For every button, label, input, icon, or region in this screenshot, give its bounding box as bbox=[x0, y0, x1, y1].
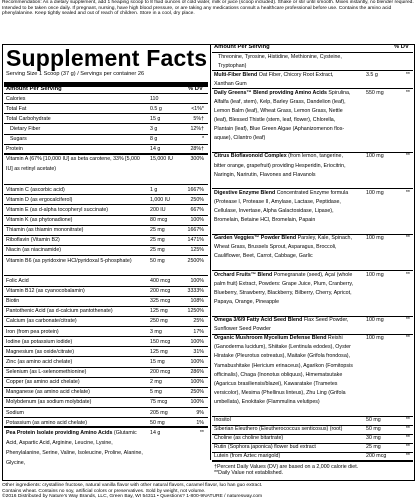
nutrient-amount: 125 mg bbox=[150, 308, 168, 315]
nutrient-dv: * bbox=[201, 136, 204, 143]
blend-name: Pea Protein Isolate providing Amino Acids bbox=[6, 429, 113, 436]
nutrient-dv: 286% bbox=[190, 369, 204, 376]
nutrient-dv: <1%* bbox=[191, 105, 204, 112]
section-divider bbox=[212, 460, 413, 462]
nutrient-name: Vitamin K (as phytonadione) bbox=[6, 217, 73, 224]
nutrient-amount: 550 mg bbox=[366, 89, 384, 96]
nutrient-dv: 100% bbox=[190, 338, 204, 345]
nutrient-amount: 50 mg bbox=[366, 417, 381, 424]
nutrient-dv: ** bbox=[405, 317, 410, 324]
nutrient-amount: 200 mcg bbox=[366, 453, 387, 460]
nutrient-amount: 205 mg bbox=[150, 409, 168, 416]
blend-name: Daily Greens™ Blend providing Amino Acids bbox=[214, 89, 327, 96]
nutrient-amount: 1,000 IU bbox=[150, 196, 171, 203]
nutrient-name: Lutein (from Aztec marigold) bbox=[214, 453, 281, 460]
nutrient-dv: ** bbox=[405, 71, 410, 78]
blend-ingredients: Flax Seed Powder, Sunflower Seed Powder bbox=[214, 317, 349, 333]
nutrient-dv: 28%† bbox=[190, 146, 204, 153]
nutrient-dv: ** bbox=[405, 335, 410, 342]
nutrient-dv: 250% bbox=[190, 389, 204, 396]
nutrient-amount: 50 mg bbox=[150, 419, 165, 426]
nutrient-amount: 100 mg bbox=[366, 271, 384, 278]
nutrient-amount: 250 mg bbox=[150, 318, 168, 325]
recommendation-text: Recommendation: As a dietary supplement, add 1 heaping scoop to 8 fluid ounces of cold water, milk or juice (scoop included). Shake or stir until smooth. Mixes instantly, no blender required. Intended to be taken once daily. If pregnant, nursing, have high blood pressure, or are taking any medications consult a healthcare professional before use. Contains the amino acid phenylalanine. Keep tightly sealed and out of reach of children. Store in a cool, dry place. bbox=[2, 0, 414, 17]
nutrient-name: Niacin (as niacinamide) bbox=[6, 247, 62, 254]
nutrient-amount: 400 mcg bbox=[150, 277, 171, 284]
nutrient-dv: 1667% bbox=[187, 186, 204, 193]
left-amount-header: Amount Per Serving bbox=[6, 86, 62, 92]
blend-name: Digestive Enzyme Blend bbox=[214, 189, 276, 196]
nutrient-name: Biotin bbox=[6, 298, 20, 305]
daily-value-footnote: †Percent Daily Values (DV) are based on a 2,000 calorie diet. **Daily Value not established. bbox=[214, 464, 359, 476]
nutrient-amount: 100 mg bbox=[366, 189, 384, 196]
nutrient-amount: 8 g bbox=[150, 136, 158, 143]
nutrient-name: Vitamin B6 (as pyridoxine HCl/pyridoxal 5-phosphate) bbox=[6, 257, 132, 264]
nutrient-amount: 3 mg bbox=[150, 328, 162, 335]
nutrient-name: Siberian Eleuthero (Eleutherococcus senticosus) (root) bbox=[214, 426, 343, 433]
nutrient-amount: 50 mg bbox=[150, 257, 165, 264]
nutrient-amount: 150 mcg bbox=[150, 338, 171, 345]
nutrient-name: Magnesium (as oxide/citrate) bbox=[6, 348, 75, 355]
nutrient-amount: 0.5 g bbox=[150, 105, 162, 112]
nutrient-dv: 100% bbox=[190, 277, 204, 284]
nutrient-amount: 100 mg bbox=[366, 335, 384, 342]
nutrient-amount: 25 mg bbox=[366, 444, 381, 451]
nutrient-amount: 200 mcg bbox=[150, 288, 171, 294]
nutrient-dv: ** bbox=[405, 235, 410, 242]
nutrient-name: Vitamin C (ascorbic acid) bbox=[6, 186, 65, 193]
right-amount-header: Amount Per Serving bbox=[214, 44, 270, 50]
nutrient-name: Vitamin E (as d-alpha tocopheryl succinate) bbox=[6, 206, 109, 213]
nutrient-dv: 25% bbox=[193, 318, 204, 325]
blend-ingredients: Parsley, Kale, Spinach, Wheat Grass, Brussels Sprout, Asparagus, Broccoli, Cauliflower, Beet, Carrot, Cabbage, Garlic bbox=[214, 235, 352, 260]
nutrient-name: Dietary Fiber bbox=[10, 125, 41, 132]
nutrient-amount: 100 mg bbox=[366, 153, 384, 160]
right-dv-header: % DV bbox=[394, 44, 409, 50]
nutrient-name bbox=[214, 334, 354, 407]
nutrient-dv: ** bbox=[405, 189, 410, 196]
nutrient-dv: 108% bbox=[190, 298, 204, 305]
blend-ingredients: Spirulina, Alfalfa (leaf, stem), Kelp, Barley Grass, Dandelion (leaf), Lemon Balm (leaf), Wheat Grass, Lemon Grass, Nettle (leaf), Blessed Thistle (stem, leaf, flower), Chlorella, Plantain (leaf), Blue Green Algae (Aphanizomenon flos-aquae), Cilantro (leaf) bbox=[214, 89, 351, 142]
nutrient-name: Sugars bbox=[10, 136, 27, 143]
nutrient-dv: 2500% bbox=[187, 257, 204, 264]
nutrient-name bbox=[214, 71, 354, 89]
nutrient-dv: 250% bbox=[190, 196, 204, 203]
nutrient-amount: 3.5 g bbox=[366, 71, 378, 78]
nutrient-name: Threonine, Tyrosine, Histidine, Methionine, Cysteine, Tryptophan) bbox=[218, 53, 342, 69]
nutrient-amount: 100 mg bbox=[366, 317, 384, 324]
blend-ingredients: (Glutamic Acid, Aspartic Acid, Arginine, Leucine, Lysine, Phenylalanine, Serine, Valine, Isoleucine, Proline, Alanine, Glycine, bbox=[6, 429, 143, 467]
nutrient-name: Iodine (as potassium iodide) bbox=[6, 338, 73, 345]
blend-ingredients: Reishi (Ganoderma lucidum), Shiitake (Lentinula edodes), Oyster Hiratake (Pleurotus ostreatus), Maitake (Grifola frondosa), Yamabushitake (Hericium erinaceus), Agarikon (Fomitopsis officinalis), Chaga (Inonotus obliquus), Himematsutake (Agaricus brasiliensis/blazei), Kawaratake (Trametes versicolor), Mesima (Phellinus linteus), Zhu Ling (Grifola umbellata), Enokitake (Flammulina velutipes) bbox=[214, 335, 353, 405]
blend-ingredients: Pomegranate (seed), Açaí (whole palm fruit) Extract, Powders: Grape Juice, Plum, Cranberry, Blueberry, Strawberry, Blackberry, Bilberry, Cherry, Apricot, Papaya, Orange, Pineapple bbox=[214, 271, 354, 305]
nutrient-dv: 667% bbox=[190, 206, 204, 213]
blend-name: Orchard Fruits™ Blend bbox=[214, 271, 273, 278]
nutrient-amount: 325 mcg bbox=[150, 298, 171, 305]
nutrient-dv: ** bbox=[405, 444, 410, 451]
nutrient-name: Total Fat bbox=[6, 105, 27, 112]
nutrient-dv: 12%† bbox=[190, 125, 204, 132]
other-ingredients: Other ingredients: crystalline fructose, natural vanilla flavor with other natural flavors, caramel flavor, luo han guo extract. Contains wheat. Contains no soy, artificial colors or preservatives. Sold by weight, not volume. ©2016 Distributed by Nature's Way Brands, LLC, Green Bay, WI 54311 • Questions? 1-800-9NATURE / naturesway.com bbox=[2, 483, 263, 500]
nutrient-name bbox=[214, 189, 354, 225]
nutrient-name: Total Carbohydrate bbox=[6, 115, 51, 122]
nutrient-dv: 100% bbox=[190, 399, 204, 406]
nutrient-dv: 100% bbox=[190, 379, 204, 386]
nutrient-dv: ** bbox=[405, 435, 410, 442]
nutrient-amount: 110 bbox=[150, 95, 159, 102]
nutrient-dv: ** bbox=[405, 153, 410, 160]
nutrient-amount: 200 IU bbox=[150, 206, 166, 213]
nutrient-name bbox=[214, 152, 354, 179]
nutrient-dv: 5%† bbox=[193, 115, 204, 122]
nutrient-dv: 31% bbox=[193, 348, 204, 355]
nutrient-name bbox=[214, 316, 354, 334]
nutrient-amount: 5 mg bbox=[150, 389, 162, 396]
nutrient-name bbox=[214, 234, 354, 261]
nutrient-amount: 100 mg bbox=[366, 235, 384, 242]
nutrient-name: Potassium (as amino acid chelate) bbox=[6, 419, 87, 426]
nutrient-name: Inositol bbox=[214, 417, 231, 424]
blend-name: Citrus Bioflavonoid Complex bbox=[214, 153, 287, 160]
nutrient-dv: 1471% bbox=[187, 237, 204, 244]
nutrient-name bbox=[6, 428, 146, 469]
blend-name: Garden Veggies™ Powder Blend bbox=[214, 235, 297, 242]
nutrient-dv: ** bbox=[405, 426, 410, 433]
nutrient-amount: 15 mg bbox=[150, 358, 165, 365]
nutrient-name: Pantothenic Acid (as d-calcium pantothenate) bbox=[6, 308, 113, 315]
blend-ingredients: Oat Fiber, Chicory Root Extract, Xanthan Gum bbox=[214, 71, 334, 87]
nutrient-name: Protein bbox=[6, 146, 23, 153]
nutrient-amount: 25 mg bbox=[150, 237, 165, 244]
nutrient-amount: 125 mg bbox=[150, 348, 168, 355]
nutrient-amount: 50 mg bbox=[366, 426, 381, 433]
blend-ingredients: (from lemon, tangerine, bitter orange, grapefruit) providing Hesperidin, Eriocitrin, Naringin, Narirutin, Flavones and Flavanols bbox=[214, 153, 346, 178]
nutrient-amount: 80 mcg bbox=[150, 217, 168, 224]
nutrient-name: Rutin (Sophora japonica) flower bud extract bbox=[214, 444, 316, 451]
nutrient-amount: 15,000 IU bbox=[150, 156, 173, 163]
nutrient-name: Copper (as amino acid chelate) bbox=[6, 379, 80, 386]
supplement-facts-title: Supplement Facts bbox=[6, 45, 208, 71]
nutrient-amount: 25 mg bbox=[150, 227, 165, 234]
nutrient-dv: ** bbox=[405, 89, 410, 96]
nutrient-name: Calcium (as carbonate/citrate) bbox=[6, 318, 77, 325]
nutrient-amount: 30 mg bbox=[366, 435, 381, 442]
nutrient-amount: 15 g bbox=[150, 115, 161, 122]
nutrient-dv: ** bbox=[405, 271, 410, 278]
nutrient-name: Molybdenum (as sodium molybdate) bbox=[6, 399, 92, 406]
nutrient-amount: 200 mcg bbox=[150, 369, 171, 376]
nutrient-amount: 2 mg bbox=[150, 379, 162, 386]
nutrient-amount: 14 g bbox=[150, 429, 161, 436]
nutrient-dv: ** bbox=[405, 453, 410, 460]
blend-name: Multi-Fiber Blend bbox=[214, 71, 258, 78]
nutrient-name: Sodium bbox=[6, 409, 24, 416]
nutrient-amount: 3 g bbox=[150, 125, 158, 132]
nutrient-dv: 17% bbox=[193, 328, 204, 335]
nutrient-dv: 100% bbox=[190, 217, 204, 224]
column-divider bbox=[210, 44, 211, 460]
nutrient-name: Manganese (as amino acid chelate) bbox=[6, 389, 90, 396]
nutrient-name: Zinc (as amino acid chelate) bbox=[6, 358, 73, 365]
nutrient-name: Choline (as choline bitartrate) bbox=[214, 435, 284, 442]
nutrient-amount: 1 g bbox=[150, 186, 158, 193]
nutrient-name bbox=[214, 271, 354, 307]
nutrient-dv: 1250% bbox=[187, 308, 204, 315]
nutrient-name: Calories bbox=[6, 95, 26, 102]
blend-name: Omega 3/6/9 Fatty Acid Seed Blend bbox=[214, 317, 303, 324]
blend-name: Organic Mushroom Mycelium Defense Blend bbox=[214, 335, 327, 342]
nutrient-name bbox=[214, 89, 354, 144]
nutrient-amount: 14 g bbox=[150, 146, 161, 153]
nutrient-amount: 25 mg bbox=[150, 247, 165, 254]
nutrient-dv: 1% bbox=[196, 419, 204, 426]
nutrient-name: Thiamin (as thiamin mononitrate) bbox=[6, 227, 84, 234]
blend-ingredients: Concentrated Enzyme formula (Protease I, Protease II, Amylase, Lactase, Peptidase, Cellulase, Invertase, Alpha Galactosidase, Lipase), Bromelain, Betaine HCl, Bromelain, Papain bbox=[214, 189, 349, 224]
nutrient-dv: ** bbox=[199, 429, 204, 436]
nutrient-dv: 125% bbox=[190, 247, 204, 254]
nutrient-dv: 100% bbox=[190, 358, 204, 365]
nutrient-name: Vitamin D (as ergocalciferol) bbox=[6, 196, 73, 203]
nutrient-dv: ** bbox=[405, 417, 410, 424]
nutrient-name: Folic Acid bbox=[6, 277, 29, 284]
nutrient-amount: 75 mcg bbox=[150, 399, 168, 406]
nutrient-name: Iron (from pea protein) bbox=[6, 328, 59, 335]
left-dv-header: % DV bbox=[188, 86, 203, 92]
nutrient-name: Vitamin A (67% [10,000 IU] as beta carotene, 33% [5,000 IU] as retinyl acetate) bbox=[6, 156, 140, 173]
nutrient-dv: 9% bbox=[196, 409, 204, 416]
nutrient-dv: 300% bbox=[190, 156, 204, 163]
nutrient-name: Riboflavin (Vitamin B2) bbox=[6, 237, 60, 244]
serving-size: Serving Size 1 Scoop (37 g) / Servings per container 26 bbox=[6, 71, 145, 77]
nutrient-name: Vitamin B12 (as cyanocobalamin) bbox=[6, 288, 85, 294]
nutrient-name: Selenium (as L-selenomethionine) bbox=[6, 369, 87, 376]
nutrient-dv: 1667% bbox=[187, 227, 204, 234]
nutrient-dv: 3333% bbox=[187, 288, 204, 294]
